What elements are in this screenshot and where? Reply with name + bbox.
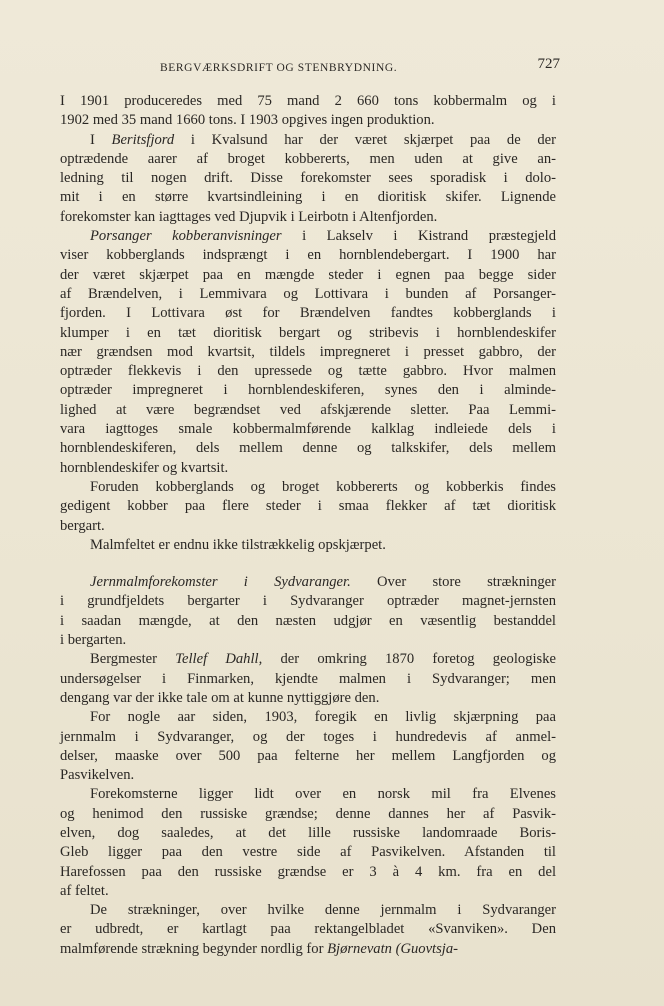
text-run: af Brændelven, i Lemmivara og Lottivara i bunden af Porsanger-: [60, 285, 556, 302]
italic-run: Porsanger kobberanvisninger: [90, 228, 282, 245]
text-line: [60, 766, 556, 785]
text-line: [60, 650, 556, 669]
text-run: I: [90, 131, 112, 148]
text-line: [60, 324, 556, 343]
paragraph: [60, 708, 556, 785]
text-line: [60, 612, 556, 631]
text-run: elven, dog saaledes, at det lille russiske landomraade Boris-: [60, 824, 556, 841]
text-run: jernmalm i Sydvaranger, og der toges i hundredevis af anmel-: [60, 728, 556, 745]
text-run: af feltet.: [60, 882, 109, 899]
text-line: [60, 420, 556, 439]
text-line: [60, 131, 556, 150]
paragraph: [60, 785, 556, 901]
paragraph: [60, 478, 556, 536]
text-run: optrædende aarer af broget kobbererts, men uden at give an-: [60, 150, 556, 167]
text-line: [60, 478, 556, 497]
paragraph-gap: [60, 555, 556, 573]
text-line: [60, 381, 556, 400]
running-head: BERGVÆRKSDRIFT OG STENBRYDNING.: [160, 62, 398, 74]
text-run: Gleb ligger paa den vestre side af Pasvikelven. Afstanden til: [60, 844, 556, 861]
paragraph: [60, 901, 556, 959]
paragraph: [60, 92, 556, 131]
text-run: er udbredt, er kartlagt paa rektangelbladet «Svanviken». Den: [60, 921, 556, 938]
text-line: [60, 824, 556, 843]
paragraph: [60, 131, 556, 227]
text-run: undersøgelser i Finmarken, kjendte malmen i Sydvaranger; men: [60, 670, 556, 687]
text-line: [60, 920, 556, 939]
text-run: der omkring 1870 foretog geologiske: [262, 651, 557, 668]
text-line: [60, 362, 556, 381]
text-line: [60, 343, 556, 362]
text-run: bergart.: [60, 517, 105, 534]
text-line: [60, 497, 556, 516]
text-line: [60, 227, 556, 246]
text-line: [60, 843, 556, 862]
text-line: [60, 747, 556, 766]
text-run: og henimod den russiske grændse; denne dannes her af Pasvik-: [60, 805, 556, 822]
text-run: vara iagttoges smale kobbermalmførende kalklag indleiede dels i: [60, 421, 556, 438]
text-line: [60, 708, 556, 727]
text-run: fjorden. I Lottivara øst for Brændelven fandtes kobberglands i: [60, 305, 556, 322]
text-line: [60, 882, 556, 901]
text-run: hornblendeskifer og kvartsit.: [60, 459, 229, 476]
text-line: [60, 111, 556, 130]
italic-run: Bjørnevatn (Guovtsja-: [327, 940, 459, 957]
text-run: delser, maaske over 500 paa felterne her mellem Langfjorden og: [60, 747, 556, 764]
text-run: i Lakselv i Kistrand præstegjeld: [281, 228, 557, 245]
text-run: der været skjærpet paa en mængde steder i egnen paa begge sider: [60, 266, 556, 283]
body-text: [60, 92, 556, 959]
text-run: lighed at være begrændset ved afskjærende sletter. Paa Lemmi-: [60, 401, 556, 418]
text-line: [60, 573, 556, 592]
text-run: Foruden kobberglands og broget kobbererts og kobberkis findes: [90, 478, 556, 495]
text-run: i grundfjeldets bergarter i Sydvaranger optræder magnet-jernsten: [60, 593, 556, 610]
text-line: [60, 150, 556, 169]
text-run: i saadan mængde, at den næsten udgjør en væsentlig bestanddel: [60, 612, 556, 629]
page-number: 727: [537, 56, 560, 72]
text-line: [60, 940, 556, 959]
text-run: hornblendeskiferen, dels mellem denne og talkskifer, dels mellem: [60, 440, 556, 457]
text-run: Forekomsterne ligger lidt over en norsk mil fra Elvenes: [90, 786, 556, 803]
text-line: [60, 169, 556, 188]
text-line: [60, 863, 556, 882]
text-run: dengang var der ikke tale om at kunne nyttiggjøre den.: [60, 689, 380, 706]
text-line: [60, 208, 556, 227]
text-run: i bergarten.: [60, 632, 127, 649]
text-run: Pasvikelven.: [60, 767, 135, 784]
text-run: ledning til nogen drift. Disse forekomster sees sporadisk i dolo-: [60, 170, 556, 187]
text-line: [60, 689, 556, 708]
text-line: [60, 266, 556, 285]
text-run: De strækninger, over hvilke denne jernmalm i Sydvaranger: [90, 902, 556, 919]
text-run: I 1901 produceredes med 75 mand 2 660 tons kobbermalm og i: [60, 93, 556, 109]
text-run: mit i en større kvartsindleining i en dioritisk skifer. Lignende: [60, 189, 556, 206]
italic-run: Beritsfjord: [111, 131, 175, 148]
italic-run: Tellef Dahll,: [175, 651, 263, 668]
text-line: [60, 728, 556, 747]
paragraph: [60, 536, 556, 555]
text-run: 1902 med 35 mand 1660 tons. I 1903 opgives ingen produktion.: [60, 112, 435, 129]
text-line: [60, 92, 556, 111]
text-line: [60, 439, 556, 458]
text-run: nær grændsen mod kvartsit, tildels impregneret i presset gabbro, der: [60, 343, 556, 360]
text-run: Malmfeltet er endnu ikke tilstrækkelig opskjærpet.: [90, 536, 386, 553]
text-run: klumper i en tæt dioritisk bergart og stribevis i hornblendeskifer: [60, 324, 556, 341]
text-run: forekomster kan iagttages ved Djupvik i Leirbotn i Altenfjorden.: [60, 208, 438, 225]
text-line: [60, 592, 556, 611]
text-run: malmførende strækning begynder nordlig for: [60, 940, 328, 957]
text-line: [60, 901, 556, 920]
text-run: viser kobberglands indsprængt i en hornblendebergart. I 1900 har: [60, 247, 556, 264]
text-line: [60, 785, 556, 804]
paragraph: [60, 227, 556, 478]
text-run: gedigent kobber paa flere steder i smaa flekker af tæt dioritisk: [60, 498, 556, 515]
text-line: [60, 631, 556, 650]
text-run: optræder flekkevis i den upressede og tætte gabbro. Hvor malmen: [60, 363, 556, 380]
text-line: [60, 670, 556, 689]
italic-run: Jernmalmforekomster i Sydvaranger.: [90, 574, 351, 591]
text-line: [60, 401, 556, 420]
text-line: [60, 805, 556, 824]
text-line: [60, 536, 556, 555]
text-line: [60, 246, 556, 265]
text-line: [60, 285, 556, 304]
text-run: For nogle aar siden, 1903, foregik en livlig skjærpning paa: [90, 709, 556, 726]
text-line: [60, 459, 556, 478]
text-run: optræder impregneret i hornblendeskiferen, synes den i alminde-: [60, 382, 556, 399]
text-run: Bergmester: [90, 651, 176, 668]
text-run: Harefossen paa den russiske grændse er 3 à 4 km. fra en del: [60, 863, 556, 880]
text-line: [60, 517, 556, 536]
paragraph: [60, 573, 556, 650]
paragraph: [60, 650, 556, 708]
text-line: [60, 188, 556, 207]
text-run: Over store strækninger: [350, 574, 556, 591]
page-header: [60, 56, 560, 80]
text-run: i Kvalsund har der været skjærpet paa de der: [174, 131, 556, 148]
text-line: [60, 304, 556, 323]
